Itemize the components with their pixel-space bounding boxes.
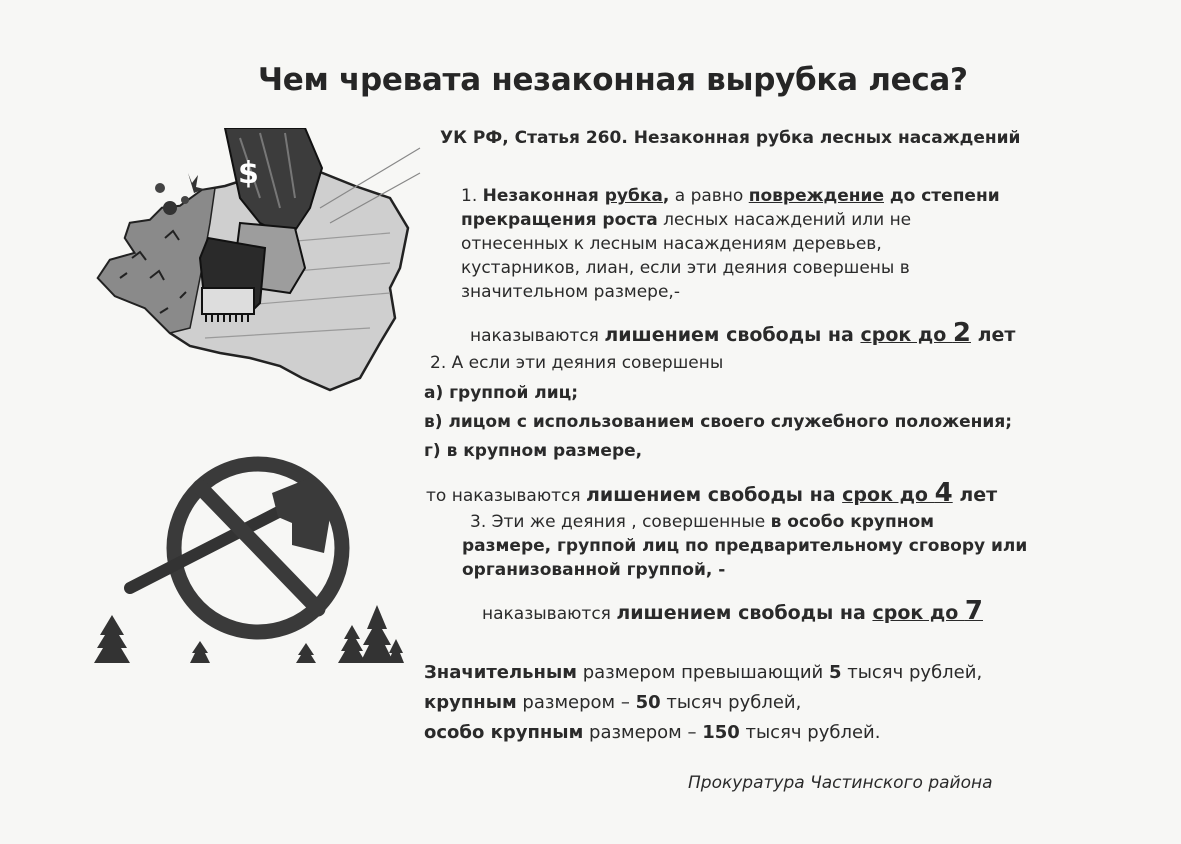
penalty-1: наказываются лишением свободы на срок до 2 лет <box>470 318 1016 348</box>
page-title: Чем чревата незаконная вырубка леса? <box>258 62 968 98</box>
part2-item-g: г) в крупном размере, <box>424 441 643 461</box>
part2-item-v: в) лицом с использованием своего служебного положения; <box>424 412 1013 432</box>
part1-line3: отнесенных к лесным насаждениям деревьев, <box>461 234 882 254</box>
part1-line1: 1. Незаконная рубка, а равно повреждение до степени <box>461 186 1000 206</box>
no-axe-sign-icon <box>92 445 412 670</box>
part1-line4: кустарников, лиан, если эти деяния совершены в <box>461 258 910 278</box>
penalty-2: то наказываются лишением свободы на срок до 4 лет <box>426 478 998 508</box>
part3-line2: размере, группой лиц по предварительному сговору или <box>462 536 1028 556</box>
svg-text:$: $ <box>238 156 259 191</box>
signature: Прокуратура Частинского района <box>688 773 993 793</box>
part2-intro: 2. А если эти деяния совершены <box>430 353 724 373</box>
penalty-3: наказываются лишением свободы на срок до 7 <box>482 596 983 626</box>
illegal-logging-illustration <box>90 128 425 398</box>
size-especially-large: особо крупным размером – 150 тысяч рублей. <box>424 722 881 743</box>
part3-line3: организованной группой, - <box>462 560 726 580</box>
part1-line5: значительном размере,- <box>461 282 680 302</box>
size-significant: Значительным размером превышающий 5 тысяч рублей, <box>424 662 983 683</box>
part1-line2: прекращения роста лесных насаждений или не <box>461 210 912 230</box>
part3-line1: 3. Эти же деяния , совершенные в особо крупном <box>470 512 935 532</box>
part2-item-a: а) группой лиц; <box>424 383 579 403</box>
size-large: крупным размером – 50 тысяч рублей, <box>424 692 802 713</box>
article-subtitle: УК РФ, Статья 260. Незаконная рубка лесных насаждений <box>440 128 1021 148</box>
